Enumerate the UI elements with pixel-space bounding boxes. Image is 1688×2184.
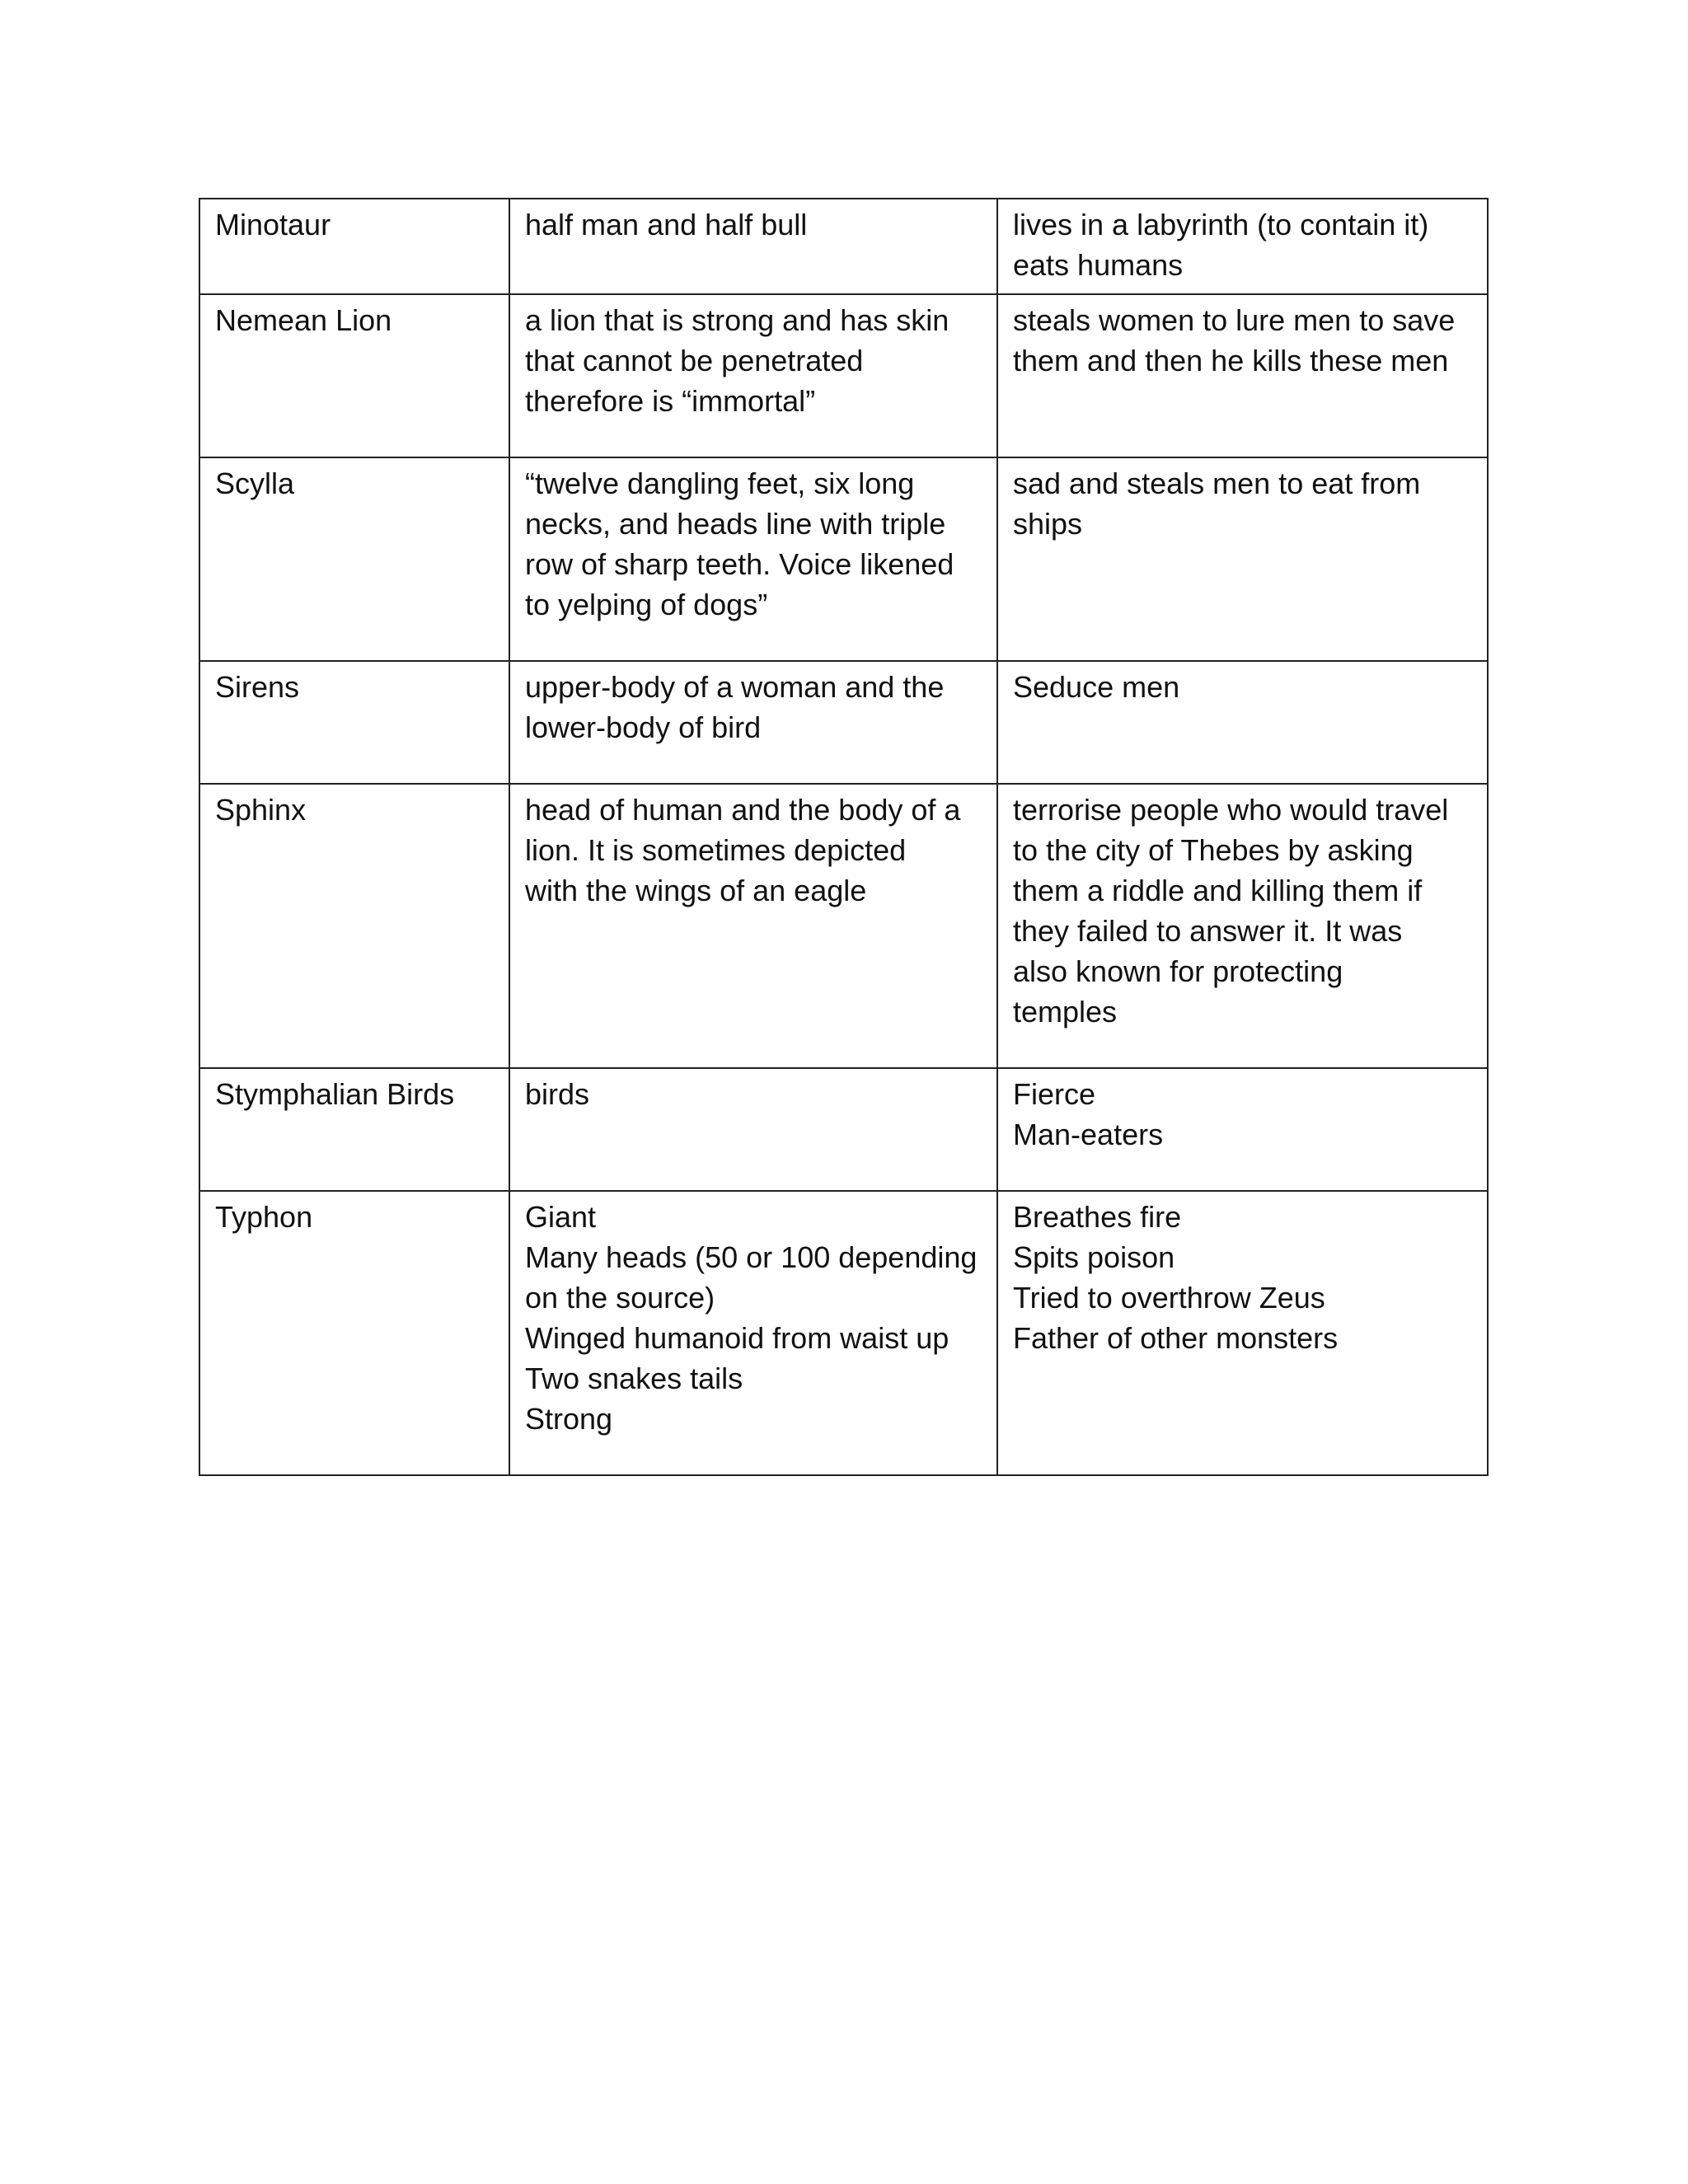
table-row: [199, 457, 1488, 661]
monster-name-cell: Sphinx: [199, 784, 509, 1068]
monster-name-cell: Stymphalian Birds: [199, 1068, 509, 1191]
monster-description-cell: Giant Many heads (50 or 100 depending on the source) Winged humanoid from waist up Two snakes tails Strong: [509, 1191, 997, 1475]
table-row: [199, 294, 1488, 457]
monster-description-cell: birds: [509, 1068, 997, 1191]
monster-behavior-cell: terrorise people who would travel to the city of Thebes by asking them a riddle and killing them if they failed to answer it. It was also known for protecting temples: [997, 784, 1488, 1068]
monster-name-cell: Scylla: [199, 457, 509, 661]
monster-behavior-cell: sad and steals men to eat from ships: [997, 457, 1488, 661]
monster-behavior-cell: Seduce men: [997, 661, 1488, 784]
monster-description-cell: “twelve dangling feet, six long necks, and heads line with triple row of sharp teeth. Voice likened to yelping of dogs”: [509, 457, 997, 661]
table-row: [199, 1191, 1488, 1475]
monster-behavior-cell: lives in a labyrinth (to contain it) eats humans: [997, 199, 1488, 294]
monster-behavior-cell: steals women to lure men to save them and then he kills these men: [997, 294, 1488, 457]
monster-table: [199, 198, 1489, 1476]
monster-name-cell: Nemean Lion: [199, 294, 509, 457]
monster-name-cell: Sirens: [199, 661, 509, 784]
monster-description-cell: half man and half bull: [509, 199, 997, 294]
monster-behavior-cell: Fierce Man-eaters: [997, 1068, 1488, 1191]
monster-name-cell: Typhon: [199, 1191, 509, 1475]
table-row: [199, 784, 1488, 1068]
table-row: [199, 661, 1488, 784]
monster-behavior-cell: Breathes fire Spits poison Tried to overthrow Zeus Father of other monsters: [997, 1191, 1488, 1475]
table-row: [199, 199, 1488, 294]
monster-description-cell: head of human and the body of a lion. It is sometimes depicted with the wings of an eagle: [509, 784, 997, 1068]
monster-description-cell: upper-body of a woman and the lower-body of bird: [509, 661, 997, 784]
monster-name-cell: Minotaur: [199, 199, 509, 294]
table-row: [199, 1068, 1488, 1191]
monster-description-cell: a lion that is strong and has skin that cannot be penetrated therefore is “immortal”: [509, 294, 997, 457]
